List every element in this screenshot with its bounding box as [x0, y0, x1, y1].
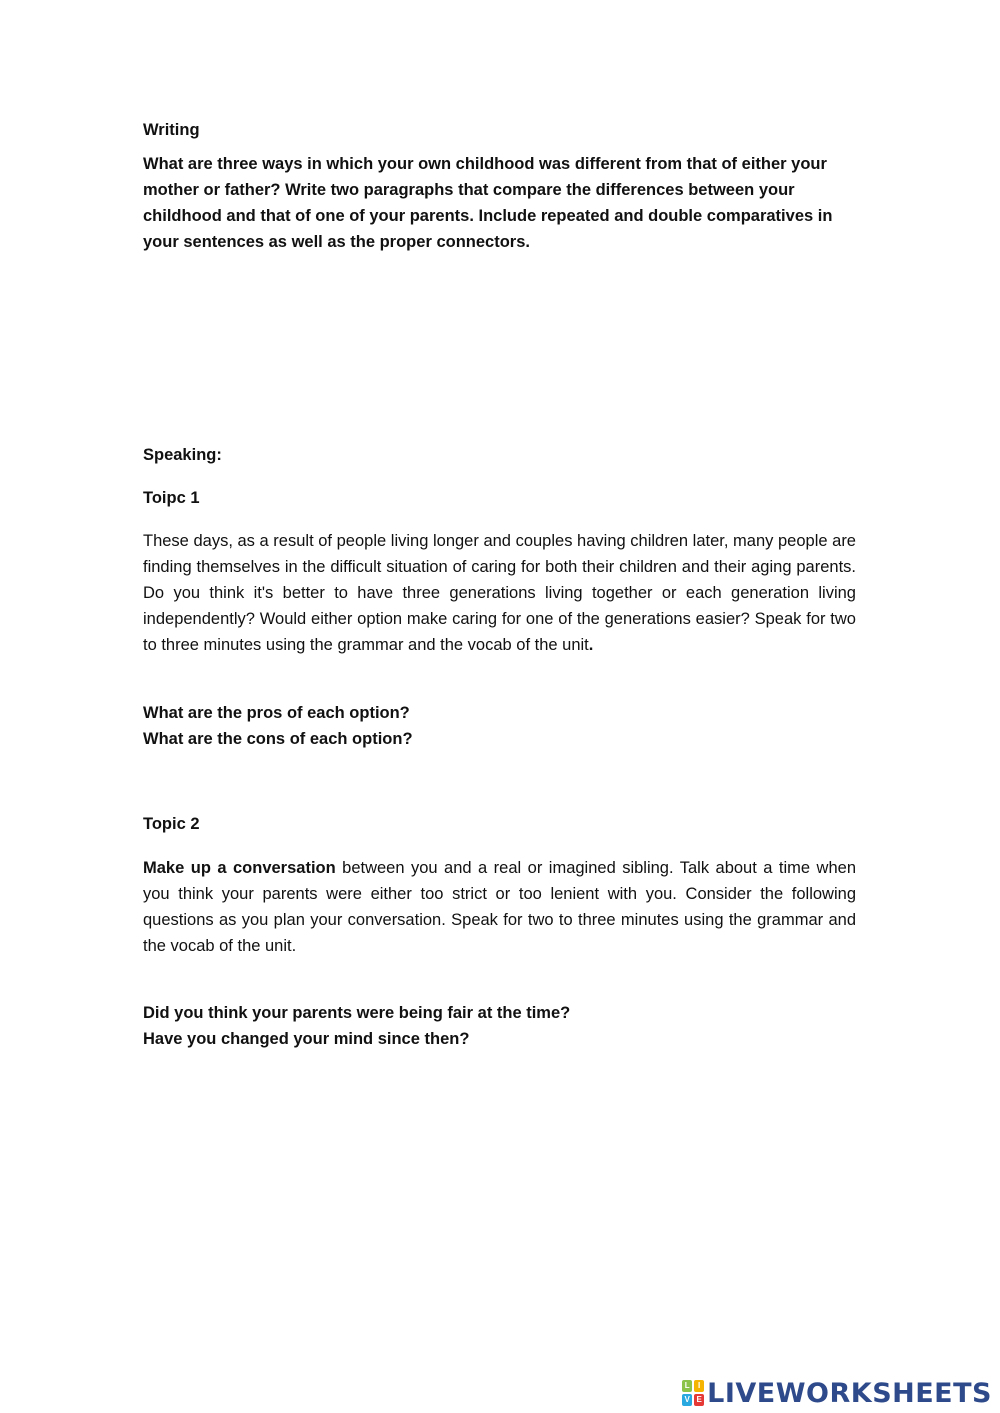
writing-heading: Writing	[143, 121, 200, 139]
topic2-question: Have you changed your mind since then?	[143, 1030, 470, 1048]
writing-prompt-line: childhood and that of one of your parents. Include repeated and double comparatives in	[143, 207, 833, 225]
logo-text: LIVEWORKSHEETS	[707, 1377, 992, 1409]
liveworksheets-logo	[682, 1376, 992, 1410]
logo-mark-icon: L I V E	[682, 1380, 704, 1406]
speaking-heading: Speaking:	[143, 446, 222, 464]
topic2-question: Did you think your parents were being fair at the time?	[143, 1004, 571, 1022]
topic2-title: Topic 2	[143, 815, 200, 833]
writing-prompt-line: mother or father? Write two paragraphs that compare the differences between your	[143, 181, 795, 199]
topic2-questions	[143, 1000, 856, 1052]
topic1-title: Toipc 1	[143, 489, 200, 507]
topic2-paragraph-text: between you and a real or imagined sibling. Talk about a time when you think your parents were either too strict or too lenient with you. Consider the following questions as you plan your conversation. Speak for two to three minutes using the grammar and the vocab of the unit.	[143, 859, 856, 955]
topic2-paragraph	[143, 855, 856, 959]
topic1-paragraph-end: .	[588, 636, 594, 654]
writing-prompt-line: What are three ways in which your own childhood was different from that of either your	[143, 155, 827, 173]
topic1-question: What are the pros of each option?	[143, 704, 410, 722]
topic2-lead-bold: Make up a conversation	[143, 859, 336, 877]
topic1-paragraph-text: These days, as a result of people living longer and couples having children later, many people are finding themselves in the difficult situation of caring for both their children and their aging parents. Do you think it's better to have three generations living together or each generation living independently? Would either option make caring for one of the generations easier? Speak for two to three minutes using the grammar and the vocab of the unit	[143, 532, 856, 654]
topic1-questions	[143, 700, 856, 752]
writing-prompt-line: your sentences as well as the proper connectors.	[143, 233, 530, 251]
topic1-paragraph	[143, 528, 856, 658]
writing-prompt	[143, 151, 856, 255]
topic1-question: What are the cons of each option?	[143, 730, 413, 748]
